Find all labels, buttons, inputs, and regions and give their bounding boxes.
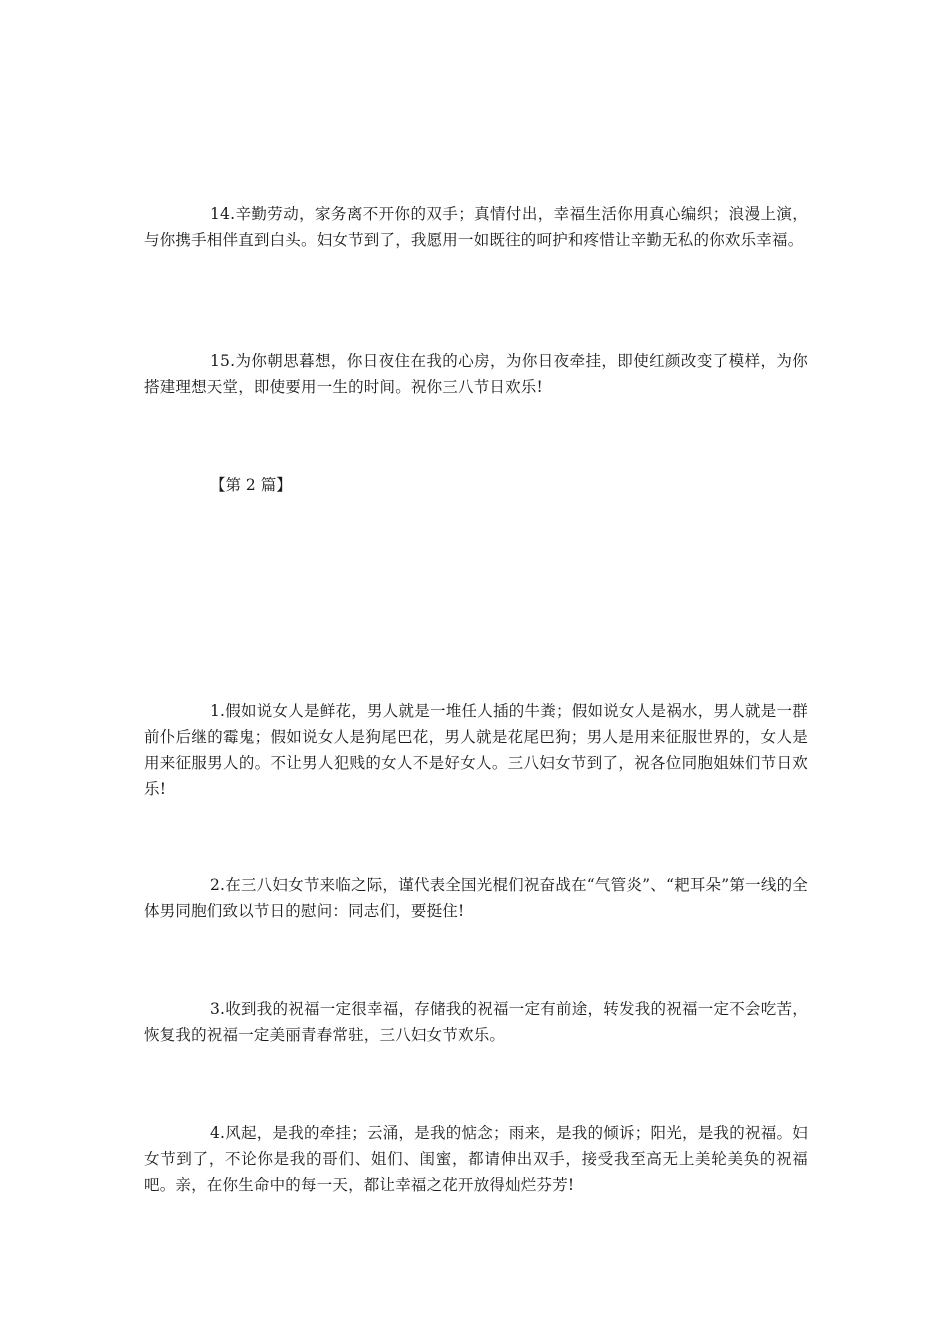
section-heading: 【第 2 篇】: [210, 476, 292, 494]
paragraph-4: 4.风起，是我的牵挂；云涌，是我的惦念；雨来，是我的倾诉；阳光，是我的祝福。妇女节到了，不论你是我的哥们、姐们、闺蜜，都请伸出双手，接受我至高无上美轮美奂的祝福吧。亲，在你生命中的每一天，都让幸福之花开放得灿烂芬芳!: [144, 1124, 808, 1194]
paragraph-2: 2.在三八妇女节来临之际，谨代表全国光棍们祝奋战在“气管炎”、“耙耳朵”第一线的全体男同胞们致以节日的慰问：同志们，要挺住!: [144, 876, 808, 920]
paragraph-15: 15.为你朝思暮想，你日夜住在我的心房，为你日夜牵挂，即使红颜改变了模样，为你搭建理想天堂，即使要用一生的时间。祝你三八节日欢乐!: [144, 352, 808, 396]
paragraph-3: 3.收到我的祝福一定很幸福，存储我的祝福一定有前途，转发我的祝福一定不会吃苦，恢复我的祝福一定美丽青春常驻，三八妇女节欢乐。: [144, 1000, 808, 1044]
paragraph-1: 1.假如说女人是鲜花，男人就是一堆任人插的牛粪；假如说女人是祸水，男人就是一群前仆后继的霉鬼；假如说女人是狗尾巴花，男人就是花尾巴狗；男人是用来征服世界的，女人是用来征服男人的。不让男人犯贱的女人不是好女人。三八妇女节到了，祝各位同胞姐妹们节日欢乐!: [144, 702, 808, 798]
paragraph-14: 14.辛勤劳动，家务离不开你的双手；真情付出，幸福生活你用真心编织；浪漫上演，与你携手相伴直到白头。妇女节到了，我愿用一如既往的呵护和疼惜让辛勤无私的你欢乐幸福。: [144, 205, 808, 249]
